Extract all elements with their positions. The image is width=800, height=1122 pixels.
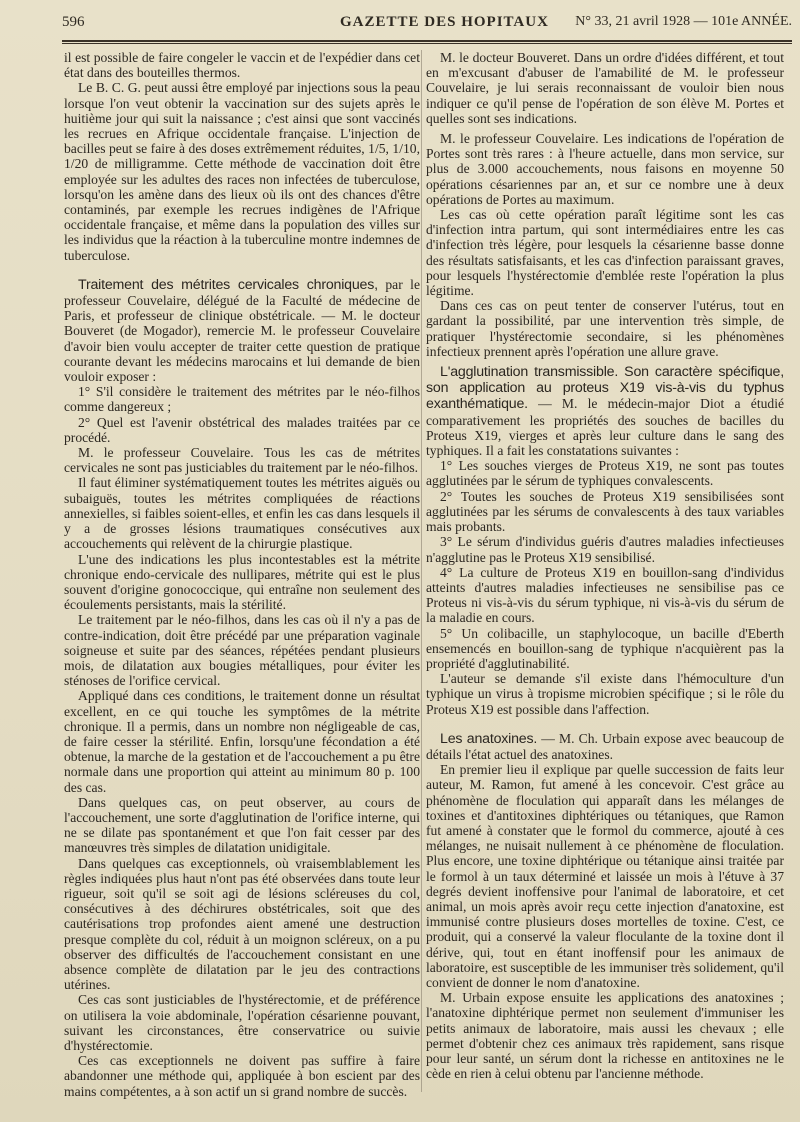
list-item: 1° Les souches vierges de Proteus X19, ne sont pas toutes agglutinées par le sérum de typhiques convalescents.	[426, 458, 784, 489]
paragraph: Dans quelques cas exceptionnels, où vraisemblablement les règles indiquées plus haut n'ont pas été observées dans toute leur rigueur, soit qu'il se soit agi de lésions scléreuses du col, consécutives à des déchirures obstétricales, soit que des cautérisations trop profondes aient amené une destruction presque complète du col, réduit à un moignon scléreux, on a pu observer des difficultés de l'accouchement consistant en une absence complète de dilatation par le jeu des contractions utérines.	[64, 855, 420, 993]
section-title: L'agglutination transmissible. Son caractère spécifique, son application au proteus X19 vis-à-vis du typhus exanthématique.	[426, 364, 784, 413]
left-column	[64, 50, 420, 1099]
section-intro: — M. le médecin-major Diot a étudié comparativement les propriétés des souches de bacilles du Proteus X19, vierges et après leur culture dans le sang des typhiques. Il a fait les constatations suivantes :	[426, 396, 784, 459]
paragraph: M. le docteur Bouveret. Dans un ordre d'idées différent, et tout en m'excusant d'abuser de l'amabilité de M. le professeur Couvelaire, je lui serais reconnaissant de vouloir bien nous indiquer ce qu'il pense de l'opération de son élève M. Portes et quelles sont ses indications.	[426, 50, 784, 126]
paragraph: Les cas où cette opération paraît légitime sont les cas d'infection intra partum, qui sont intermédiaires entre les cas d'infection très légère, pour lesquels la césarienne basse donne des résultats satisfaisants, et les cas d'infection paraissant graves, pour lesquels l'hystérectomie d'emblée reste l'opération la plus légitime.	[426, 207, 784, 299]
paragraph: M. le professeur Couvelaire. Tous les cas de métrites cervicales ne sont pas justiciables du traitement par le néo-filhos.	[64, 445, 420, 476]
list-item: 4° La culture de Proteus X19 en bouillon-sang d'individus atteints d'autres maladies infectieuses ne sensibilise pas ce Proteus ni vis-à-vis du sérum typhique, ni vis-à-vis du sérum de la maladie en cours.	[426, 564, 784, 626]
section-agglutination	[426, 364, 784, 458]
paragraph: 1° S'il considère le traitement des métrites par le néo-filhos comme dangereux ;	[64, 384, 420, 415]
section-title: Traitement des métrites cervicales chroniques,	[78, 276, 378, 293]
paragraph: Dans ces cas on peut tenter de conserver l'utérus, tout en gardant la possibilité, par une intervention très simple, de pratiquer l'hystérectomie secondaire, si les phénomènes infectieux prennent après l'opération une allure grave.	[426, 298, 784, 359]
paragraph: Ces cas exceptionnels ne doivent pas suffire à faire abandonner une méthode qui, appliquée à bon escient par des mains compétentes, a à son actif un si grand nombre de succès.	[64, 1053, 420, 1099]
paragraph: Il faut éliminer systématiquement toutes les métrites aiguës ou subaiguës, toutes les métrites compliquées de réactions annexielles, si faibles soient-elles, et enfin les cas dans lesquels il y a de grosses lésions traumatiques consécutives aux accouchements qui relèvent de la chirurgie plastique.	[64, 475, 420, 552]
header-rule-thin	[62, 43, 792, 44]
section-anatoxines	[426, 731, 784, 762]
page-number: 596	[62, 14, 85, 30]
paragraph: 2° Quel est l'avenir obstétrical des malades traitées par ce procédé.	[64, 414, 420, 445]
section-title: Les anatoxines.	[440, 730, 538, 747]
paragraph: L'auteur se demande s'il existe dans l'hémoculture d'un typhique un virus à tropisme microbien spécifique ; si le rôle du Proteus X19 est possible dans l'affection.	[426, 671, 784, 717]
paragraph: il est possible de faire congeler le vaccin et de l'expédier dans cet état dans des bouteilles thermos.	[64, 50, 420, 81]
paragraph: Le traitement par le néo-filhos, dans les cas où il n'y a pas de contre-indication, doit être précédé par une préparation vaginale soigneuse et suite par des séances, répétées pendant plusieurs mois, de dilatation aux bougies métalliques, pour éviter les sténoses de l'orifice cervical.	[64, 612, 420, 689]
list-item: 2° Toutes les souches de Proteus X19 sensibilisées sont agglutinées par les sérums de convalescents à des taux variables mais probants.	[426, 488, 784, 535]
list-item: 3° Le sérum d'individus guéris d'autres maladies infectieuses n'agglutine pas le Proteus X19 sensibilisé.	[426, 534, 784, 565]
paragraph: M. le professeur Couvelaire. Les indications de l'opération de Portes sont très rares : à l'heure actuelle, dans mon service, sur plus de 3.000 accouchements, nous faisons en moyenne 50 opérations césariennes par an, et sur ce nombre une à deux opérations de Portes au maximum.	[426, 131, 784, 207]
header-rule	[62, 40, 792, 42]
right-column	[426, 50, 784, 1081]
paragraph: Dans quelques cas, on peut observer, au cours de l'accouchement, une sorte d'agglutination de l'orifice interne, qui ne se dilate pas spontanément et que l'on fait cesser par des manœuvres très simples de dilatation unidigitale.	[64, 794, 420, 856]
paragraph: En premier lieu il explique par quelle succession de faits leur auteur, M. Ramon, fut amené à les concevoir. C'est grâce au phénomène de floculation qui apparaît dans les mélanges de toxines et d'antitoxines diphtériques ou tétaniques, que Ramon fut amené à constater que le formol du commerce, ajouté à ces mélanges, ne nuisait nullement à ce phénomène de floculation. Plus encore, une toxine diphtérique ou tétanique ainsi traitée par le formol à un taux déterminé et laissée un mois à l'étuve à 37 degrés devient inoffensive pour l'animal de laboratoire, et cet animal, un mois après avoir reçu cette injection d'anatoxine, est immunisé contre plusieurs doses mortelles de toxine. C'est, ce produit, qui a conservé la valeur floculante de la toxine dont il dérive, qui, tout en étant inoffensif pour les animaux de laboratoire, est susceptible de les immuniser très solidement, qu'il convient de donner le nom d'anatoxine.	[426, 762, 784, 990]
paragraph: M. Urbain expose ensuite les applications des anatoxines ; l'anatoxine diphtérique permet non seulement d'immuniser les petits animaux de laboratoire, mais aussi les chevaux ; elle permet d'obtenir chez ces animaux très rapidement, sans risque pour leur santé, un sérum dont la richesse en antitoxines ne le cède en rien à celui obtenu par l'ancienne méthode.	[426, 990, 784, 1082]
paragraph: Ces cas sont justiciables de l'hystérectomie, et de préférence on utilisera la voie abdominale, l'opération césarienne pouvant, suivant les circonstances, être conservatrice ou suivie d'hystérectomie.	[64, 992, 420, 1053]
issue-info: N° 33, 21 avril 1928 — 101e ANNÉE.	[575, 14, 792, 29]
list-item: 5° Un colibacille, un staphylocoque, un bacille d'Eberth ensemencés en bouillon-sang de typhique n'acquièrent pas la propriété d'agglutinabilité.	[426, 625, 784, 671]
paragraph: Le B. C. G. peut aussi être employé par injections sous la peau lorsque l'on veut obtenir la vaccination sur des sujets après le huitième jour qui suit la naissance ; c'est ainsi que sont vaccinés les recrues en Afrique occidentale française. L'injection de bacilles peut se faire à des doses extrêmement réduites, 1/5, 1/10, 1/20 de milligramme. Cette méthode de vaccination doit être employée sur les adultes des races non infectées de tuberculose, lorsqu'on les amène dans des lieux où ils ont des chances d'être contaminés, par exemple les recrues indigènes de l'Afrique occidentale française, et même dans la population des villes sur les individus que la réaction à la tuberculine montre indemnes de tuberculose.	[64, 80, 420, 263]
page-header	[62, 10, 792, 38]
section-traitement-metrites	[64, 277, 420, 384]
paragraph: L'une des indications les plus incontestables est la métrite chronique endo-cervicale des nullipares, métrite qui est le plus souvent d'origine gonococcique, qui entraîne non seulement des écoulements persistants, mais la stérilité.	[64, 551, 420, 613]
column-divider	[421, 50, 422, 1092]
paragraph: Appliqué dans ces conditions, le traitement donne un résultat excellent, en ce qui touche les symptômes de la métrite chronique. Il a permis, dans un nombre non négligeable de cas, de faire cesser la stérilité. Enfin, lorsqu'une fécondation a été obtenue, la marche de la gestation et de l'accouchement a pu être normale dans une proportion qui atteint au minimum 80 p. 100 des cas.	[64, 688, 420, 795]
journal-title: GAZETTE DES HOPITAUX	[340, 14, 549, 30]
section-intro: par le professeur Couvelaire, délégué de la Faculté de médecine de Paris, et professeur de clinique obstétricale. — M. le docteur Bouveret (de Mogador), remercie M. le professeur Couvelaire d'avoir bien voulu accepter de traiter cette question de pratique courante devant les médecins marocains et lui demande de bien vouloir exposer :	[64, 276, 420, 385]
section-intro: — M. Ch. Urbain expose avec beaucoup de détails l'état actuel des anatoxines.	[426, 730, 784, 762]
